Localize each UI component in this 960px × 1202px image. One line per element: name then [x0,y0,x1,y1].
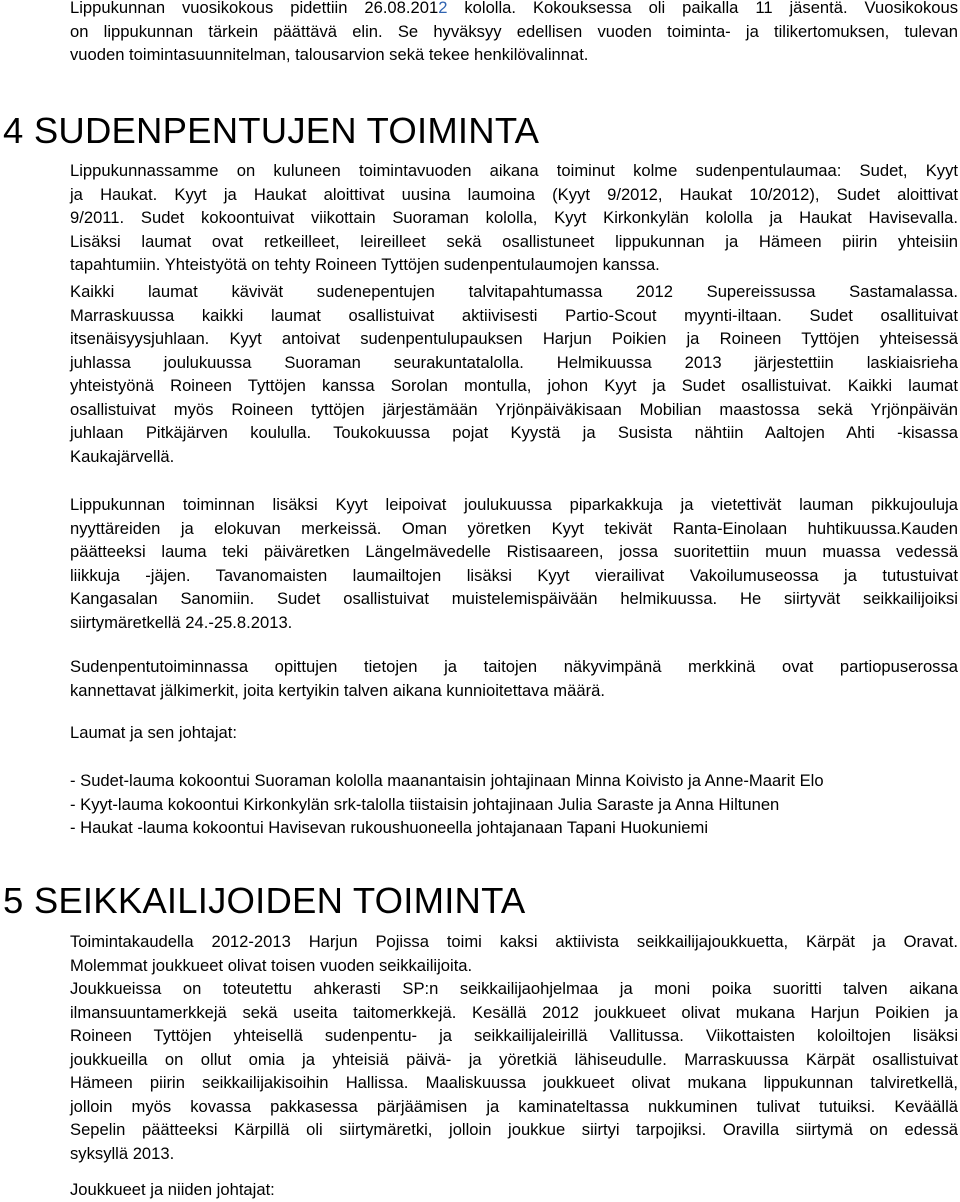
paragraph-line: Kaukajärvellä. [70,446,175,466]
paragraph [70,280,958,468]
intro-line: on lippukunnan tärkein päättävä elin. Se hyväksyy edellisen vuoden toiminta- ja tilikertomuksen, tulevan [70,21,958,41]
paragraph-line: Kaikki laumat kävivät sudenepentujen talvitapahtumassa 2012 Supereissussa Sastamalassa. [70,282,958,301]
list-item: - Haukat -lauma kokoontui Havisevan rukoushuoneella johtajanaan Tapani Huokuniemi [70,818,709,837]
paragraph-line: Lippukunnan toiminnan lisäksi Kyyt leipoivat joulukuussa piparkakkuja ja vietettivät lauman pikkujouluja [70,495,958,514]
intro-text-highlight: 2 [438,0,448,17]
paragraph-line: Hämeen piirin seikkailijakisoihin Hallissa. Maaliskuussa joukkueet olivat mukana lippukunnan talviretkellä, [70,1073,958,1092]
paragraph-line: tapahtumiin. Yhteistyötä on tehty Roineen Tyttöjen sudenpentulaumojen kanssa. [70,255,660,274]
paragraph [70,930,958,1165]
list-item: - Kyyt-lauma kokoontui Kirkonkylän srk-talolla tiistaisin johtajinaan Julia Saraste ja Anna Hiltunen [70,794,780,814]
teams-title-text: Joukkueet ja niiden johtajat: [70,1180,275,1199]
teams-title [70,1178,958,1202]
list-item: - Sudet-lauma kokoontui Suoraman kololla maanantaisin johtajinaan Minna Koivisto ja Anne-Maarit Elo [70,771,824,790]
section-heading: 5 SEIKKAILIJOIDEN TOIMINTA [3,880,526,921]
intro-text: kololla. Kokouksessa oli paikalla 11 jäsentä. Vuosikokous [447,0,959,17]
paragraph-line: joukkueilla on ollut omia ja yhteisiä päivä- ja yöretkiä lähiseudulle. Marraskuussa Kärpät osallistuivat [70,1049,958,1069]
paragraph-line: Kangasalan Sanomiin. Sudet osallistuivat muistelemispäivään helmikuussa. He siirtyvät seikkailijoiksi [70,589,958,608]
paragraph-line: Molemmat joukkueet olivat toisen vuoden seikkailijoita. [70,955,473,975]
paragraph-line: ja Haukat. Kyyt ja Haukat aloittivat uusina laumoina (Kyyt 9/2012, Haukat 10/2012), Sudet aloittivat [70,184,958,204]
section-heading: 4 SUDENPENTUJEN TOIMINTA [3,110,540,151]
paragraph [70,655,958,702]
paragraph-line: päätteeksi lauma teki päiväretken Längelmävedelle Ristisaareen, jossa suoritettiin muun muassa vedessä [70,542,958,561]
paragraph-line: Roineen Tyttöjen yhteisellä sudenpentu- ja seikkailijaleirillä Vallitussa. Viikottaisten koloiltojen lisäksi [70,1026,958,1045]
paragraph-line: Lippukunnassamme on kuluneen toimintavuoden aikana toiminut kolme sudenpentulaumaa: Sudet, Kyyt [70,161,958,180]
paragraph-line: syksyllä 2013. [70,1143,175,1163]
paragraph-line: Joukkueissa on toteutettu ahkerasti SP:n seikkailijaohjelmaa ja moni poika suoritti talven aikana [70,979,958,998]
intro-line: vuoden toimintasuunnitelman, talousarvion sekä tekee henkilövalinnat. [70,45,589,64]
paragraph-line: juhlassa joulukuussa Suoraman seurakuntatalolla. Helmikuussa 2013 järjestettiin laskiaisrieha [70,352,958,372]
paragraph-line: jolloin myös kovassa pakkasessa pärjäämisen ja kaminateltassa nukkuminen tulivat tutuiksi. Keväällä [70,1096,958,1116]
paragraph-line: siirtymäretkellä 24.-25.8.2013. [70,612,293,632]
paragraph [70,159,958,277]
paragraph-line: Sepelin päätteeksi Kärpillä oli siirtymäretki, jolloin joukkue siirtyi tarpojiksi. Oravilla siirtymä on edessä [70,1120,958,1139]
paragraph-line: Toimintakaudella 2012-2013 Harjun Pojissa toimi kaksi aktiivista seikkailijajoukkuetta, Kärpät ja Oravat. [70,932,958,951]
paragraph-line: osallistuivat myös Roineen tyttöjen järjestämään Yrjönpäiväkisaan Mobilian maastossa sekä Yrjönpäivän [70,399,958,419]
intro-line [70,0,958,20]
paragraph-line: nyyttäreiden ja elokuvan merkeissä. Oman yöretken Kyyt tekivät Ranta-Einolaan huhtikuussa.Kauden [70,518,958,538]
paragraph-line: ilmansuuntamerkkejä sekä useita taitomerkkejä. Kesällä 2012 joukkueet olivat mukana Harjun Poikien ja [70,1002,958,1022]
paragraph-line: Sudenpentutoiminnassa opittujen tietojen ja taitojen näkyvimpänä merkkinä ovat partiopuserossa [70,657,958,676]
intro-paragraph [70,0,958,67]
paragraph-line: 9/2011. Sudet kokoontuivat viikottain Suoraman kololla, Kyyt Kirkonkylän kololla ja Haukat Havisevalla. [70,208,958,227]
leaders-list [70,769,958,840]
paragraph-line: juhlaan Pitkäjärven koululla. Toukokuussa pojat Kyystä ja Susista nähtiin Aaltojen Ahti -kisassa [70,423,958,442]
paragraph-line: itsenäisyysjuhlaan. Kyyt antoivat sudenpentulupauksen Harjun Poikien ja Roineen Tyttöjen yhteisessä [70,329,958,348]
leaders-title [70,721,958,745]
leaders-title-text: Laumat ja sen johtajat: [70,723,237,742]
paragraph [70,493,958,634]
paragraph-line: Lisäksi laumat ovat retkeilleet, leireilleet sekä osallistuneet lippukunnan ja Hämeen piirin yhteisiin [70,231,958,251]
paragraph-line: Marraskuussa kaikki laumat osallistuivat aktiivisesti Partio-Scout myynti-iltaan. Sudet osallituivat [70,305,958,325]
intro-text: Lippukunnan vuosikokous pidettiin 26.08.201 [70,0,439,17]
paragraph-line: yhteistyönä Roineen Tyttöjen kanssa Sorolan montulla, johon Kyyt ja Sudet osallistuivat. Kaikki laumat [70,376,958,395]
paragraph-line: kannettavat jälkimerkit, joita kertyikin talven aikana kunnioitettava määrä. [70,680,605,700]
paragraph-line: liikkuja -jäjen. Tavanomaisten laumailtojen lisäksi Kyyt vierailivat Vakoilumuseossa ja tutustuivat [70,565,958,585]
